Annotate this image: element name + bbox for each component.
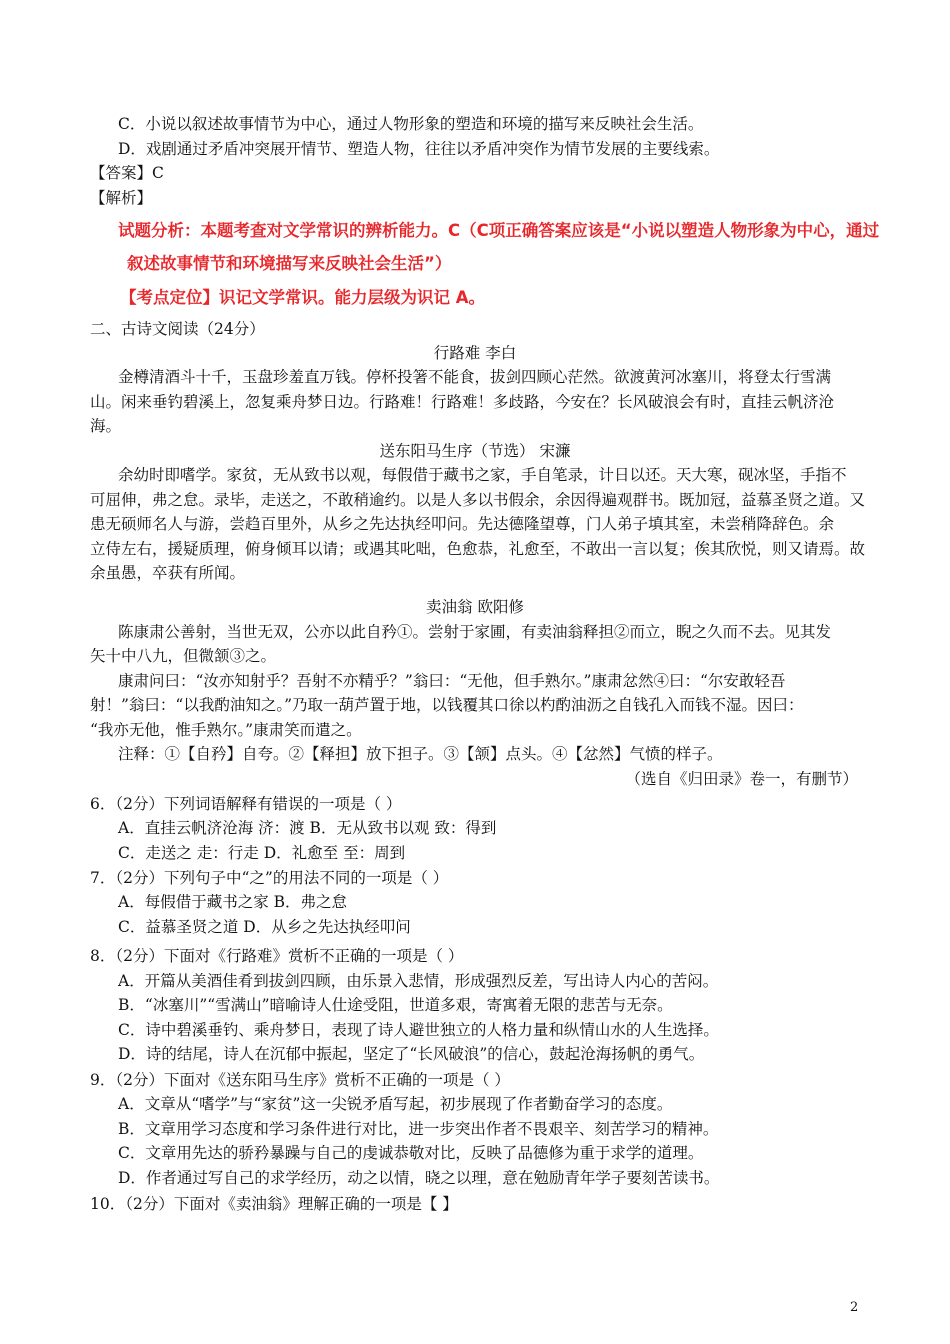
page-number: 2 xyxy=(850,1300,859,1315)
prose2-line: 矢十中八九，但微颔③之。 xyxy=(90,647,277,665)
question-option: D．作者通过写自己的求学经历，动之以情，晓之以理，意在勉励青年学子要刻苦读书。 xyxy=(118,1169,720,1187)
prose2-line: “我亦无他，惟手熟尔。”康肃笑而遣之。 xyxy=(90,721,362,739)
question-option: A．每假借于藏书之家 B．弗之怠 xyxy=(118,893,348,911)
question-option: D．诗的结尾，诗人在沉郁中振起，坚定了“长风破浪”的信心，鼓起沧海扬帆的勇气。 xyxy=(118,1045,705,1063)
question-option: A．文章从“嗜学”与“家贫”这一尖锐矛盾写起，初步展现了作者勤奋学习的态度。 xyxy=(118,1095,673,1113)
question-option: A．直挂云帆济沧海 济：渡 B．无从致书以观 致：得到 xyxy=(118,819,497,837)
prose1-line: 患无硕师名人与游，尝趋百里外，从乡之先达执经叩问。先达德隆望尊，门人弟子填其室，未尝稍降辞色。余 xyxy=(90,515,835,533)
analysis-line-2: 叙述故事情节和环境描写来反映社会生活”） xyxy=(127,254,452,273)
prose2-title: 卖油翁 欧阳修 xyxy=(426,598,524,616)
prose1-line: 立侍左右，援疑质理，俯身倾耳以请；或遇其叱咄，色愈恭，礼愈至，不敢出一言以复；俟其欣悦，则又请焉。故 xyxy=(90,540,866,558)
question-option: C．走送之 走：行走 D．礼愈至 至：周到 xyxy=(118,844,406,862)
poem-line: 山。闲来垂钓碧溪上，忽复乘舟梦日边。行路难！行路难！多歧路，今安在？长风破浪会有时，直挂云帆济沧 xyxy=(90,393,835,411)
answer-line: 【答案】C xyxy=(90,164,164,182)
poem-line: 海。 xyxy=(90,417,122,435)
poem-title: 行路难 李白 xyxy=(433,344,517,362)
prose1-line: 余虽愚，卒获有所闻。 xyxy=(90,564,246,582)
question-option: C．文章用先达的骄矜暴躁与自己的虔诚恭敬对比，反映了品德修为重于求学的道理。 xyxy=(118,1144,704,1162)
question-stem: 8．（2分）下面对《行路难》赏析不正确的一项是（ ） xyxy=(90,947,464,965)
prose2-source: （选自《归田录》卷一，有删节） xyxy=(625,770,858,788)
prose2-notes: 注释：①【自矜】自夸。②【释担】放下担子。③【颔】点头。④【忿然】气愤的样子。 xyxy=(118,745,723,763)
question-stem: 10．（2分）下面对《卖油翁》理解正确的一项是【 】 xyxy=(90,1195,458,1213)
question-option: C．诗中碧溪垂钓、乘舟梦日，表现了诗人避世独立的人格力量和纵情山水的人生选择。 xyxy=(118,1021,719,1039)
prose2-line: 射！”翁曰：“以我酌油知之。”乃取一葫芦置于地，以钱覆其口徐以杓酌油沥之自钱孔入而钱不湿。因曰： xyxy=(90,696,804,714)
question-stem: 9．（2分）下面对《送东阳马生序》赏析不正确的一项是（ ） xyxy=(90,1071,510,1089)
section-title: 二、古诗文阅读（24分） xyxy=(90,320,265,338)
analysis-line-3: 【考点定位】识记文学常识。能力层级为识记 A。 xyxy=(120,288,486,307)
question-option: C．益慕圣贤之道 D．从乡之先达执经叩问 xyxy=(118,918,411,936)
prose2-line: 康肃问曰：“汝亦知射乎？吾射不亦精乎？”翁曰：“无他，但手熟尔。”康肃忿然④曰：“尔安敢轻吾 xyxy=(118,672,786,690)
prose1-title: 送东阳马生序（节选） 宋濂 xyxy=(379,442,571,460)
question-stem: 6．（2分）下列词语解释有错误的一项是（ ） xyxy=(90,795,402,813)
prose1-line: 可屈伸，弗之怠。录毕，走送之，不敢稍逾约。以是人多以书假余，余因得遍观群书。既加冠，益慕圣贤之道。又 xyxy=(90,491,866,509)
prose2-line: 陈康肃公善射，当世无双，公亦以此自矜①。尝射于家圃，有卖油翁释担②而立，睨之久而不去。见其发 xyxy=(118,623,832,641)
question-stem: 7．（2分）下列句子中“之”的用法不同的一项是（ ） xyxy=(90,869,449,887)
analysis-label: 【解析】 xyxy=(90,189,153,207)
question-option: A．开篇从美酒佳肴到拔剑四顾，由乐景入悲情，形成强烈反差，写出诗人内心的苦闷。 xyxy=(118,972,719,990)
question-option: B．“冰塞川”“雪满山”暗喻诗人仕途受阻，世道多艰，寄寓着无限的悲苦与无奈。 xyxy=(118,996,673,1014)
question-option: B．文章用学习态度和学习条件进行对比，进一步突出作者不畏艰辛、刻苦学习的精神。 xyxy=(118,1120,719,1138)
option-c-line: C．小说以叙述故事情节为中心，通过人物形象的塑造和环境的描写来反映社会生活。 xyxy=(118,115,704,133)
prose1-line: 余幼时即嗜学。家贫，无从致书以观，每假借于藏书之家，手自笔录，计日以还。天大寒，砚冰坚，手指不 xyxy=(118,466,847,484)
option-d-line: D．戏剧通过矛盾冲突展开情节、塑造人物，往往以矛盾冲突作为情节发展的主要线索。 xyxy=(118,140,720,158)
analysis-line-1: 试题分析：本题考查对文学常识的辨析能力。C（C项正确答案应该是“小说以塑造人物形象为中心，通过 xyxy=(118,221,880,240)
poem-line: 金樽清酒斗十千，玉盘珍羞直万钱。停杯投箸不能食，拔剑四顾心茫然。欲渡黄河冰塞川，将登太行雪满 xyxy=(118,368,832,386)
